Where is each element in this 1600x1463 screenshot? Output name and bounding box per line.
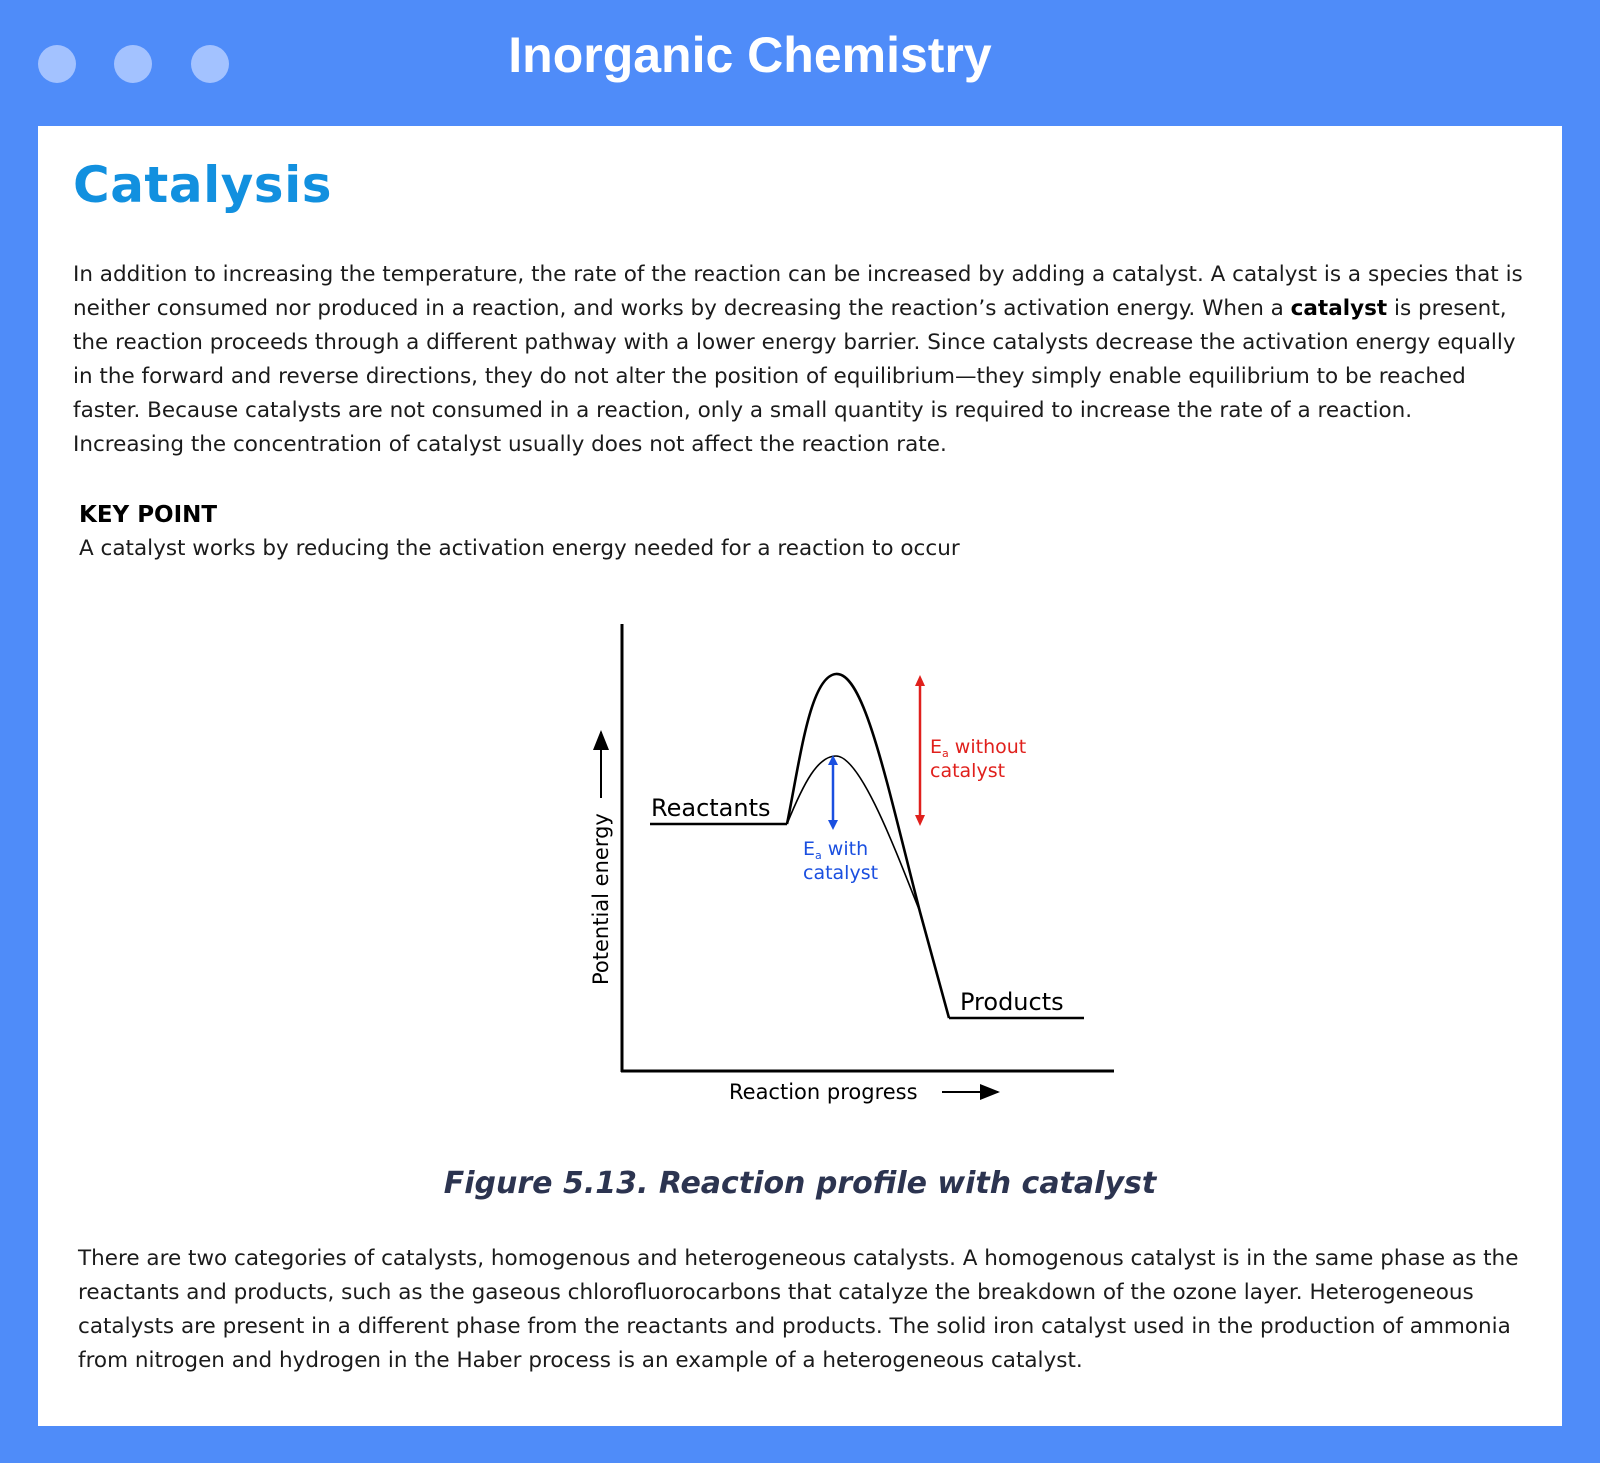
- intro-paragraph: [73, 258, 1523, 462]
- reactants-label: Reactants: [651, 794, 771, 822]
- x-axis-label: Reaction progress: [729, 1080, 918, 1104]
- products-label: Products: [960, 988, 1064, 1016]
- ea-with-arrowhead-bottom: [828, 820, 838, 830]
- key-point-text: A catalyst works by reducing the activation energy needed for a reaction to occur: [79, 536, 960, 561]
- window-title: Inorganic Chemistry: [508, 27, 992, 83]
- figure-caption: Figure 5.13. Reaction profile with catalyst: [443, 1166, 1157, 1201]
- ea-without-catalyst-label: $E_a$ without: [930, 736, 1027, 760]
- ea-without-catalyst-label-line2: catalyst: [930, 760, 1006, 782]
- intro-text-2: is present, the reaction proceeds through a different pathway with a lower energy barrier. Since catalysts decrease the activation energy equally in the forward and reverse directions, they do not alter the position of equilibrium—they simply enable equilibrium to be reached faster. Because catalysts are not consumed in a reaction, only a small quantity is required to increase the rate of a reaction. Increasing the concentration of catalyst usually does not affect the reaction rate.: [73, 296, 1516, 457]
- y-axis-label: Potential energy: [589, 813, 613, 985]
- intro-text-1: In addition to increasing the temperature, the rate of the reaction can be increased by adding a catalyst. A catalyst is a species that is neither consumed nor produced in a reaction, and works by decreasing the reaction’s activation energy. When a: [73, 262, 1523, 321]
- page-heading: Catalysis: [73, 156, 332, 214]
- categories-paragraph: There are two categories of catalysts, homogenous and heterogeneous catalysts. A homogenous catalyst is in the same phase as the reactants and products, such as the gaseous chlorofluorocarbons that catalyze the breakdown of the ozone layer. Heterogeneous catalysts are present in a different phase from the reactants and products. The solid iron catalyst used in the production of ammonia from nitrogen and hydrogen in the Haber process is an example of a heterogeneous catalyst.: [78, 1246, 1519, 1373]
- ea-with-catalyst-label: $E_a$ with: [803, 838, 869, 862]
- ea-with-catalyst-label-line2: catalyst: [803, 862, 879, 884]
- ea-without-arrowhead-bottom: [915, 815, 925, 826]
- content-panel: [38, 126, 1562, 1426]
- ea-without-arrowhead-top: [915, 675, 925, 686]
- key-point-title: KEY POINT: [79, 502, 218, 528]
- reaction-profile-diagram: [578, 620, 1138, 1120]
- window-titlebar: [0, 0, 1600, 126]
- catalyst-bold-term: catalyst: [1290, 296, 1388, 321]
